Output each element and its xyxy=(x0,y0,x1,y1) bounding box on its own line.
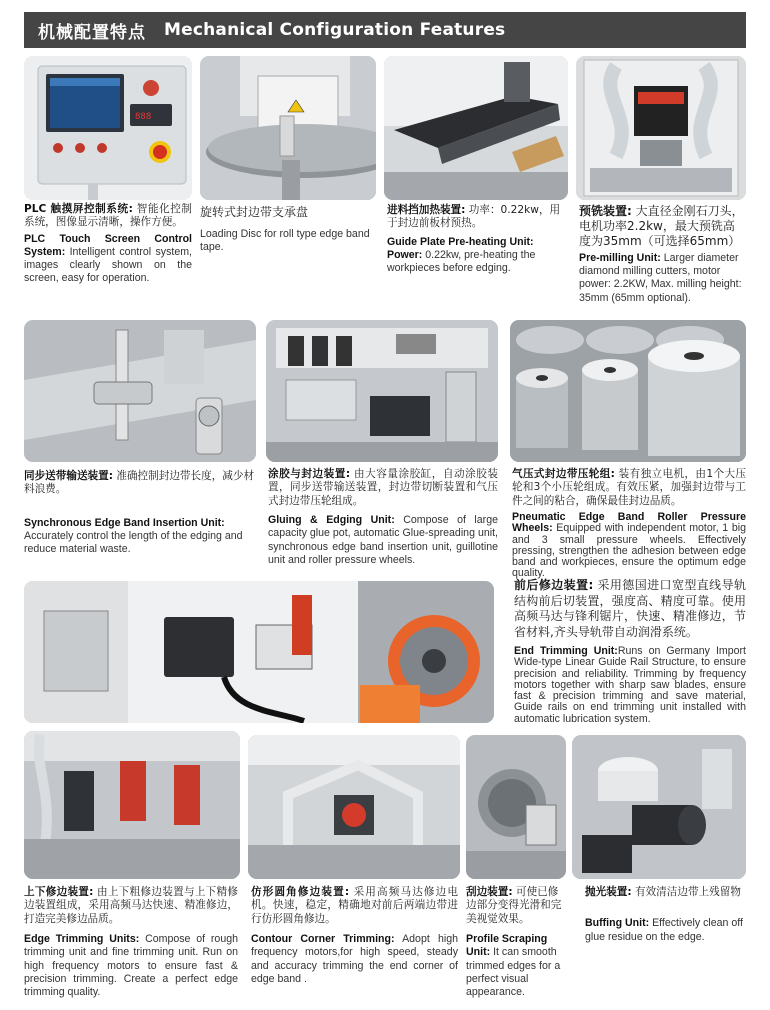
guide-plate-text-zh xyxy=(387,204,567,231)
loading-disc-body-en: Loading Disc for roll type edge band tape. xyxy=(200,228,370,254)
gluing-text-en xyxy=(268,514,498,567)
edge-trimming-text-zh xyxy=(24,886,238,926)
premilling-body-en: Larger diameter diamond milling cutters, motor power: 2.2KW, Max. milling height: 35mm (65mm optional). xyxy=(579,252,742,304)
premilling-text-en xyxy=(579,252,745,305)
contour-text-zh xyxy=(251,886,458,926)
pneumatic-text-zh xyxy=(512,468,746,508)
buffing-title-en: Buffing Unit: xyxy=(585,917,650,930)
pneumatic-description xyxy=(512,468,746,579)
loading-disc-photo xyxy=(200,56,376,200)
contour-text-en xyxy=(251,933,458,986)
edge-trimming-title-en: Edge Trimming Units: xyxy=(24,933,140,946)
end-trimming-body-en: Runs on Germany Import Wide-type Linear Guide Rail Structure, to ensure precision and reliability. Trimming by frequency motors together with sharp saw blades, ensure fast & precision trimming and save material, Guide rails on end trimming unit installed with automatic lubrication system. xyxy=(514,645,746,725)
guide-plate-text-en xyxy=(387,236,567,276)
edge-trimming-text-en xyxy=(24,933,238,999)
premilling-body-zh: 大直径金刚石刀头，电机功率2.2kw，最大预铣高度为35mm（可选择65mm） xyxy=(579,204,744,248)
buffing-description xyxy=(585,886,745,944)
pneumatic-body-zh: 装有独立电机，由1个大压轮和3个小压轮组成。有效压紧，加强封边带与工件之间的粘合，确保最佳封边品质。 xyxy=(512,468,746,507)
edge-trimming-title-zh: 上下修边装置: xyxy=(24,886,94,898)
gluing-title-en: Gluing & Edging Unit: xyxy=(268,514,395,527)
edge-trimming-description xyxy=(24,886,238,999)
guide-plate-title-zh: 进料挡加热装置: xyxy=(387,204,466,216)
sync-text-en xyxy=(24,517,256,557)
contour-body-zh: 采用高频马达修边电机。快速，稳定，精确地对前后两端边带进行仿形圆角修边。 xyxy=(251,886,458,925)
end-trimming-photo xyxy=(24,581,494,723)
end-trimming-body-zh: 采用德国进口宽型直线导轨结构前后切装置，强度高、精度可靠。使用高频马达与锋利锯片，快速、精准修边，节省材料,齐头导轨带自动润滑系统。 xyxy=(514,578,746,639)
sync-title-zh: 同步送带输送装置: xyxy=(24,470,113,482)
gluing-body-en: Compose of large capacity glue pot, automatic Glue-spreading unit, synchronous edge band insertion unit, guillotine unit and roller pressure wheels. xyxy=(268,514,498,566)
sync-description xyxy=(24,470,256,556)
sync-text-zh xyxy=(24,470,256,497)
scraping-body-en: It can smooth trimmed edges for a perfect visual appearance. xyxy=(466,946,561,999)
end-trimming-text-en xyxy=(514,646,746,725)
header-title-en: Mechanical Configuration Features xyxy=(164,20,506,40)
premilling-text-zh xyxy=(579,204,745,249)
loading-disc-description xyxy=(200,204,370,254)
sync-body-zh: 准确控制封边带长度，减少材料浪费。 xyxy=(24,470,255,496)
plc-body-zh: 智能化控制系统，图像显示清晰，操作方便。 xyxy=(24,203,193,229)
buffing-photo xyxy=(572,735,746,879)
guide-plate-body-zh: 功率：0.22kw，用于封边前板材预热。 xyxy=(387,204,561,230)
premilling-description xyxy=(579,204,745,305)
svg-text:888: 888 xyxy=(135,112,152,122)
edge-trimming-photo xyxy=(24,731,240,879)
scraping-title-zh: 刮边装置: xyxy=(466,886,513,898)
gluing-description xyxy=(268,468,498,567)
edge-trimming-body-zh: 由上下粗修边装置与上下精修边装置组成，采用高频马达快速、精准修边，打造完美修边品质。 xyxy=(24,886,238,925)
premilling-title-zh: 预铣装置: xyxy=(579,204,632,218)
premilling-title-en: Pre-milling Unit: xyxy=(579,252,661,264)
scraping-text-en xyxy=(466,933,568,999)
scraping-photo xyxy=(466,735,566,879)
contour-title-en: Contour Corner Trimming: xyxy=(251,933,395,946)
guide-plate-body-en: 0.22kw, pre-heating the workpieces before edging. xyxy=(387,249,536,275)
scraping-body-zh: 可使已修边部分变得光滑和完美视觉效果。 xyxy=(466,886,562,925)
sync-unit-photo xyxy=(24,320,256,462)
scraping-title-en: Profile Scraping Unit: xyxy=(466,933,548,959)
sync-title-en: Synchronous Edge Band Insertion Unit: xyxy=(24,516,225,529)
buffing-title-zh: 抛光装置: xyxy=(585,886,632,898)
end-trimming-title-en: End Trimming Unit: xyxy=(514,645,618,657)
buffing-body-en: Effectively clean off glue residue on the edge. xyxy=(585,917,743,943)
end-trimming-description xyxy=(514,578,746,725)
contour-trimming-photo xyxy=(248,735,460,879)
buffing-text-zh xyxy=(585,886,745,899)
pneumatic-text-en xyxy=(512,512,746,579)
end-trimming-title-zh: 前后修边装置: xyxy=(514,578,594,592)
plc-text-en xyxy=(24,233,192,286)
gluing-unit-photo xyxy=(266,320,498,462)
pneumatic-body-en: Equipped with independent motor, 1 big and 3 small pressure wheels. Effectively pressing, strengthen the adhesion between edge band and workpieces, ensure the optimum edge quality. xyxy=(512,522,746,580)
header-title-zh: 机械配置特点 xyxy=(38,22,146,43)
gluing-title-zh: 涂胶与封边装置: xyxy=(268,468,351,480)
end-trimming-text-zh xyxy=(514,578,746,640)
contour-body-en: Adopt high frequency motors,for high speed, steady and accuracy trimming the end corner of edge band . xyxy=(251,933,458,985)
plc-description xyxy=(24,203,192,286)
contour-title-zh: 仿形圆角修边装置: xyxy=(251,886,350,898)
buffing-body-zh: 有效清洁边带上残留物 xyxy=(631,886,741,898)
plc-panel-photo xyxy=(24,56,192,200)
premilling-photo xyxy=(576,56,746,200)
contour-description xyxy=(251,886,458,986)
gluing-text-zh xyxy=(268,468,498,508)
scraping-text-zh xyxy=(466,886,568,926)
scraping-description xyxy=(466,886,568,999)
plc-title-en: PLC Touch Screen Control System: xyxy=(24,232,192,259)
plc-text-zh xyxy=(24,203,192,230)
plc-body-en: Intelligent control system, images clearly shown on the screen, easy for operation. xyxy=(24,246,192,285)
pneumatic-title-zh: 气压式封边带压轮组: xyxy=(512,468,615,480)
sync-body-en: Accurately control the length of the edging and reduce material waste. xyxy=(24,530,243,556)
guide-plate-photo xyxy=(384,56,568,200)
gluing-body-zh: 由大容量涂胶缸，自动涂胶装置，同步送带输送装置，封边带切断装置和气压式封边带压轮组成。 xyxy=(268,468,498,507)
edge-trimming-body-en: Compose of rough trimming unit and fine trimming unit. Run on high frequency motors to ensure fast & precision trimming. Create a perfect edge trimming quality. xyxy=(24,933,238,999)
guide-plate-title-en: Guide Plate Pre-heating Unit: Power: xyxy=(387,235,534,262)
buffing-text-en xyxy=(585,917,745,943)
section-header xyxy=(24,12,746,48)
pressure-wheels-photo xyxy=(510,320,746,462)
plc-title-zh: PLC 触摸屏控制系统: xyxy=(24,203,133,215)
loading-disc-title-zh: 旋转式封边带支承盘 xyxy=(200,205,309,219)
pneumatic-title-en: Pneumatic Edge Band Roller Pressure Wheels: xyxy=(512,511,746,535)
guide-plate-description xyxy=(387,204,567,275)
